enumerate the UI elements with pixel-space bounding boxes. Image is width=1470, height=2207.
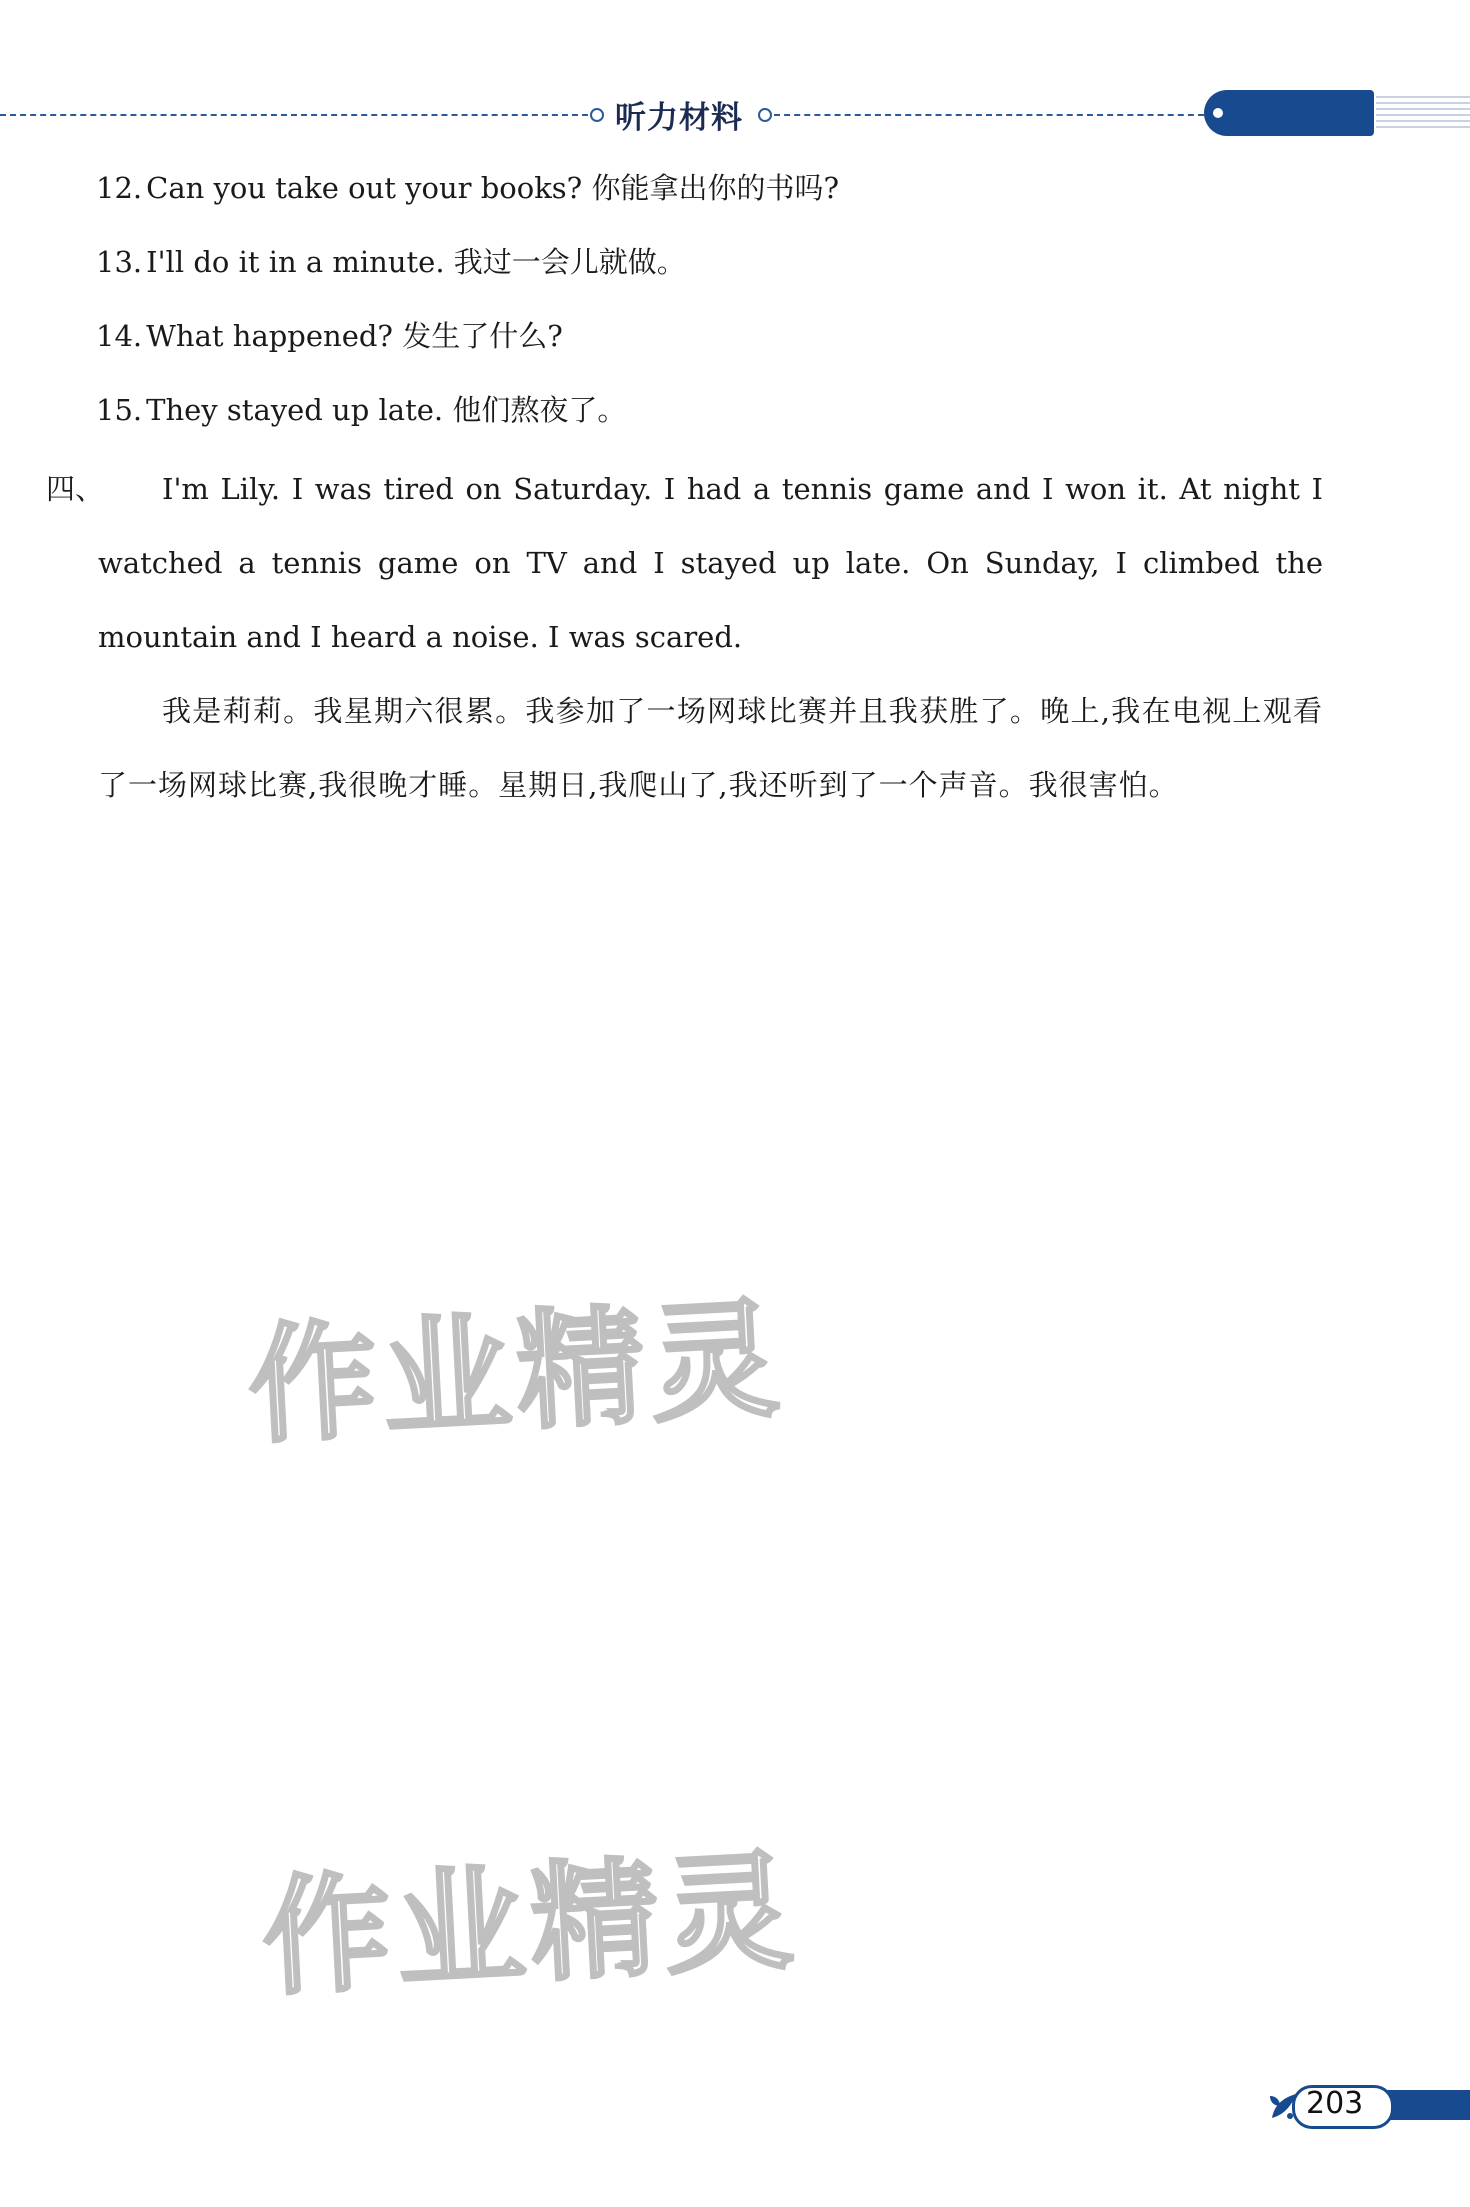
leaf-icon [1268,2088,1300,2122]
header-dashed-rule-right [774,114,1204,116]
sentence-number: 15. [96,393,143,427]
sentence-14 [96,316,563,356]
header-dashed-rule-left [0,114,588,116]
sentence-text: I'll do it in a minute. 我过一会儿就做。 [146,245,686,279]
header-ring-right [758,108,772,122]
header-tab-dot [1213,108,1223,118]
section-title: 听力材料 [615,100,743,136]
header-tab [1204,90,1374,136]
sentence-15 [96,390,626,430]
section-four-chinese: 我是莉莉。我星期六很累。我参加了一场网球比赛并且我获胜了。晚上,我在电视上观看了一场网球比赛,我很晚才睡。星期日,我爬山了,我还听到了一个声音。我很害怕。 [98,694,1323,802]
header-ring-left [590,108,604,122]
section-four-english: I'm Lily. I was tired on Saturday. I had a tennis game and I won it. At night I watched a tennis game on TV and I stayed up late. On Sunday, I climbed the mountain and I heard a noise. I was scared. [98,472,1323,654]
sentence-number: 13. [96,245,143,279]
page-number: 203 [1306,2086,1364,2121]
sentence-text: They stayed up late. 他们熬夜了。 [146,393,627,427]
sentence-13 [96,242,686,282]
sentence-12 [96,168,839,208]
header-stripes [1376,96,1470,130]
sentence-text: Can you take out your books? 你能拿出你的书吗? [146,171,839,205]
section-four-marker: 四、 [46,472,105,506]
watermark: 作业精灵 [245,1285,789,1462]
page-header [0,86,1470,142]
watermark: 作业精灵 [259,1837,803,2014]
sentence-number: 14. [96,319,143,353]
sentence-text: What happened? 发生了什么? [146,319,563,353]
sentence-number: 12. [96,171,143,205]
